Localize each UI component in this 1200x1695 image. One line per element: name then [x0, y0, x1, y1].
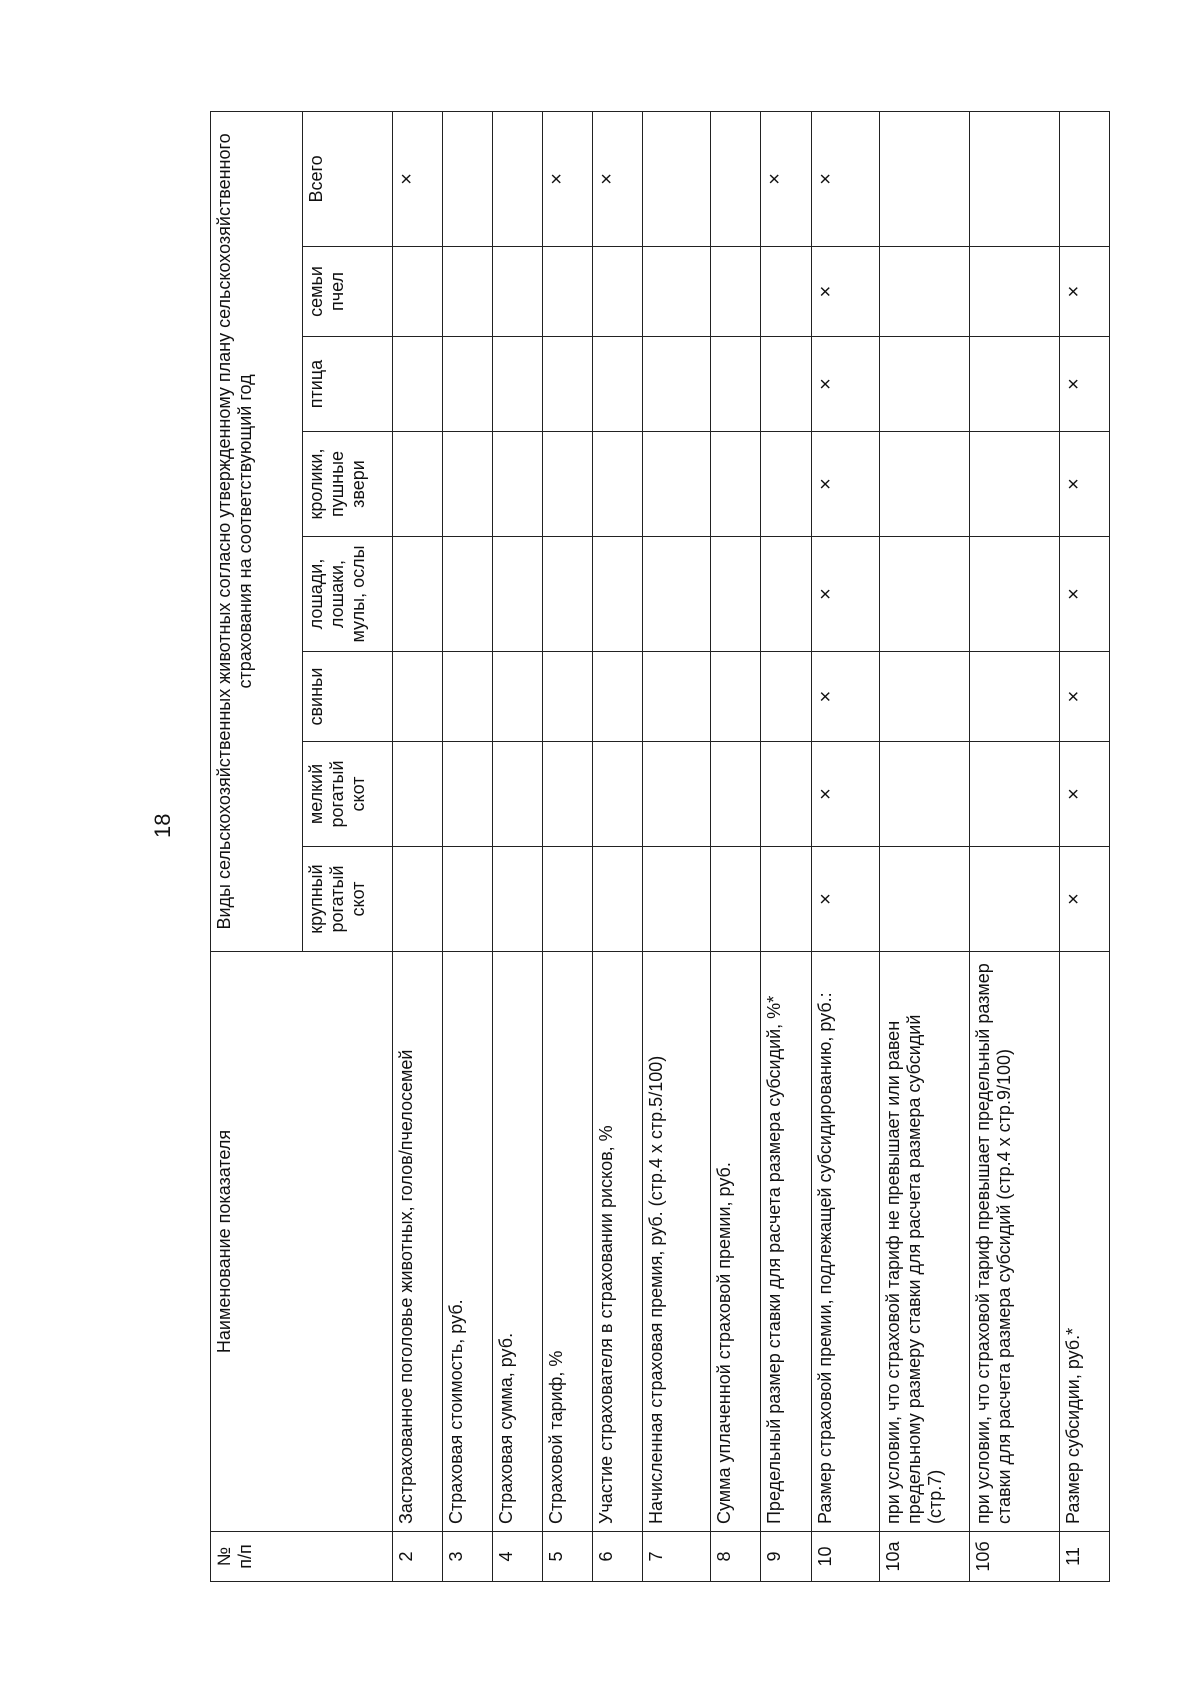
value-cell[interactable]	[393, 337, 443, 432]
table-row	[593, 111, 643, 1581]
row-number: 10а	[879, 1532, 969, 1582]
value-cell[interactable]	[761, 247, 811, 337]
row-number: 5	[543, 1532, 593, 1582]
value-cell[interactable]	[593, 847, 643, 952]
value-cell[interactable]: ×	[1059, 652, 1109, 742]
value-cell[interactable]: ×	[811, 847, 879, 952]
value-cell[interactable]: ×	[811, 742, 879, 847]
value-cell[interactable]	[543, 432, 593, 537]
value-cell[interactable]	[969, 247, 1059, 337]
row-indicator-name: Сумма уплаченной страховой премии, руб.	[711, 952, 761, 1532]
table-row	[879, 111, 969, 1581]
value-cell[interactable]	[393, 432, 443, 537]
value-cell[interactable]: ×	[811, 432, 879, 537]
value-cell[interactable]	[493, 432, 543, 537]
value-cell[interactable]	[493, 247, 543, 337]
value-cell[interactable]	[761, 432, 811, 537]
value-cell[interactable]	[493, 537, 543, 652]
table-row	[811, 111, 879, 1581]
value-cell[interactable]	[1059, 111, 1109, 246]
value-cell[interactable]: ×	[811, 537, 879, 652]
value-cell[interactable]	[443, 337, 493, 432]
value-cell[interactable]	[593, 652, 643, 742]
value-cell[interactable]	[643, 247, 711, 337]
table-row	[643, 111, 711, 1581]
value-cell[interactable]	[543, 247, 593, 337]
value-cell[interactable]: ×	[1059, 847, 1109, 952]
value-cell[interactable]	[969, 652, 1059, 742]
value-cell[interactable]	[711, 537, 761, 652]
value-cell[interactable]	[593, 432, 643, 537]
value-cell[interactable]	[711, 742, 761, 847]
value-cell[interactable]	[543, 847, 593, 952]
value-cell[interactable]	[969, 337, 1059, 432]
value-cell[interactable]	[711, 111, 761, 246]
header-num: № п/п	[211, 1532, 393, 1582]
row-number: 10	[811, 1532, 879, 1582]
value-cell[interactable]	[643, 742, 711, 847]
header-column-3: лошади, лошаки, мулы, ослы	[303, 537, 393, 652]
row-number: 7	[643, 1532, 711, 1582]
value-cell[interactable]	[493, 652, 543, 742]
value-cell[interactable]	[493, 742, 543, 847]
value-cell[interactable]: ×	[1059, 742, 1109, 847]
header-name: Наименование показателя	[211, 952, 393, 1532]
value-cell[interactable]	[593, 742, 643, 847]
row-number: 2	[393, 1532, 443, 1582]
value-cell[interactable]	[493, 111, 543, 246]
row-indicator-name: Начисленная страховая премия, руб. (стр.4 х стр.5/100)	[643, 952, 711, 1532]
value-cell[interactable]: ×	[393, 111, 443, 246]
row-indicator-name: при условии, что страховой тариф превышает предельный размер ставки для расчета размера субсидий (стр.4 х стр.9/100)	[969, 952, 1059, 1532]
value-cell[interactable]	[643, 337, 711, 432]
header-column-4: кролики, пушные звери	[303, 432, 393, 537]
row-indicator-name: Страховая стоимость, руб.	[443, 952, 493, 1532]
value-cell[interactable]	[543, 337, 593, 432]
value-cell[interactable]	[443, 742, 493, 847]
value-cell[interactable]	[879, 337, 969, 432]
value-cell[interactable]	[711, 432, 761, 537]
value-cell[interactable]	[711, 247, 761, 337]
value-cell[interactable]	[879, 742, 969, 847]
row-number: 3	[443, 1532, 493, 1582]
row-indicator-name: Предельный размер ставки для расчета размера субсидий, %*	[761, 952, 811, 1532]
row-number: 10б	[969, 1532, 1059, 1582]
value-cell[interactable]	[393, 652, 443, 742]
value-cell[interactable]	[761, 652, 811, 742]
value-cell[interactable]	[443, 111, 493, 246]
value-cell[interactable]	[711, 847, 761, 952]
value-cell[interactable]	[393, 847, 443, 952]
page-number: 18	[150, 813, 175, 838]
row-indicator-name: Участие страхователя в страховании рисков, %	[593, 952, 643, 1532]
table-row	[493, 111, 543, 1581]
row-number: 6	[593, 1532, 643, 1582]
value-cell[interactable]	[711, 652, 761, 742]
value-cell[interactable]	[443, 847, 493, 952]
table-row	[443, 111, 493, 1581]
value-cell[interactable]	[643, 847, 711, 952]
value-cell[interactable]	[643, 652, 711, 742]
header-column-2: свиньи	[303, 652, 393, 742]
value-cell[interactable]	[393, 742, 443, 847]
value-cell[interactable]: ×	[811, 652, 879, 742]
value-cell[interactable]: ×	[593, 111, 643, 246]
value-cell[interactable]: ×	[1059, 337, 1109, 432]
row-number: 8	[711, 1532, 761, 1582]
value-cell[interactable]	[443, 537, 493, 652]
value-cell[interactable]	[543, 742, 593, 847]
table-row	[761, 111, 811, 1581]
insurance-subsidy-table	[210, 111, 1110, 1582]
table-row	[1059, 111, 1109, 1581]
value-cell[interactable]	[761, 537, 811, 652]
value-cell[interactable]	[879, 247, 969, 337]
value-cell[interactable]: ×	[543, 111, 593, 246]
value-cell[interactable]	[969, 432, 1059, 537]
value-cell[interactable]	[761, 847, 811, 952]
value-cell[interactable]: ×	[811, 247, 879, 337]
value-cell[interactable]	[879, 652, 969, 742]
value-cell[interactable]	[543, 537, 593, 652]
header-column-5: птица	[303, 337, 393, 432]
value-cell[interactable]	[493, 337, 543, 432]
value-cell[interactable]	[711, 337, 761, 432]
header-column-0: крупный рогатый скот	[303, 847, 393, 952]
value-cell[interactable]	[493, 847, 543, 952]
row-number: 11	[1059, 1532, 1109, 1582]
table-row	[393, 111, 443, 1581]
value-cell[interactable]	[593, 247, 643, 337]
value-cell[interactable]: ×	[811, 337, 879, 432]
value-cell[interactable]	[543, 652, 593, 742]
value-cell[interactable]	[879, 432, 969, 537]
table-row	[969, 111, 1059, 1581]
value-cell[interactable]	[393, 537, 443, 652]
value-cell[interactable]	[643, 432, 711, 537]
row-indicator-name: Размер субсидии, руб.*	[1059, 952, 1109, 1532]
value-cell[interactable]	[969, 111, 1059, 246]
row-indicator-name: Размер страховой премии, подлежащей субсидированию, руб.:	[811, 952, 879, 1532]
table-row	[711, 111, 761, 1581]
value-cell[interactable]	[393, 247, 443, 337]
row-indicator-name: Страховая сумма, руб.	[493, 952, 543, 1532]
header-column-6: семьи пчел	[303, 247, 393, 337]
row-number: 4	[493, 1532, 543, 1582]
value-cell[interactable]	[643, 537, 711, 652]
value-cell[interactable]	[643, 111, 711, 246]
table-row	[543, 111, 593, 1581]
value-cell[interactable]	[593, 337, 643, 432]
header-column-1: мелкий рогатый скот	[303, 742, 393, 847]
value-cell[interactable]: ×	[811, 111, 879, 246]
value-cell[interactable]	[593, 537, 643, 652]
value-cell[interactable]	[761, 742, 811, 847]
value-cell[interactable]	[761, 337, 811, 432]
value-cell[interactable]	[969, 847, 1059, 952]
value-cell[interactable]	[443, 247, 493, 337]
value-cell[interactable]	[879, 111, 969, 246]
row-indicator-name: Страховой тариф, %	[543, 952, 593, 1532]
value-cell[interactable]: ×	[1059, 247, 1109, 337]
value-cell[interactable]	[879, 847, 969, 952]
value-cell[interactable]	[443, 652, 493, 742]
value-cell[interactable]	[969, 537, 1059, 652]
value-cell[interactable]: ×	[1059, 432, 1109, 537]
value-cell[interactable]: ×	[761, 111, 811, 246]
rotated-table-wrapper	[210, 112, 1110, 1582]
value-cell[interactable]	[969, 742, 1059, 847]
row-indicator-name: при условии, что страховой тариф не превышает или равен предельному размеру ставки для расчета размера субсидий (стр.7)	[879, 952, 969, 1532]
header-animal-types: Виды сельскохозяйственных животных согласно утвержденному плану сельскохозяйственного страхования на соответствующий год	[211, 111, 303, 951]
row-number: 9	[761, 1532, 811, 1582]
header-column-7: Всего	[303, 111, 393, 246]
value-cell[interactable]: ×	[1059, 537, 1109, 652]
value-cell[interactable]	[443, 432, 493, 537]
row-indicator-name: Застрахованное поголовье животных, голов/пчелосемей	[393, 952, 443, 1532]
value-cell[interactable]	[879, 537, 969, 652]
